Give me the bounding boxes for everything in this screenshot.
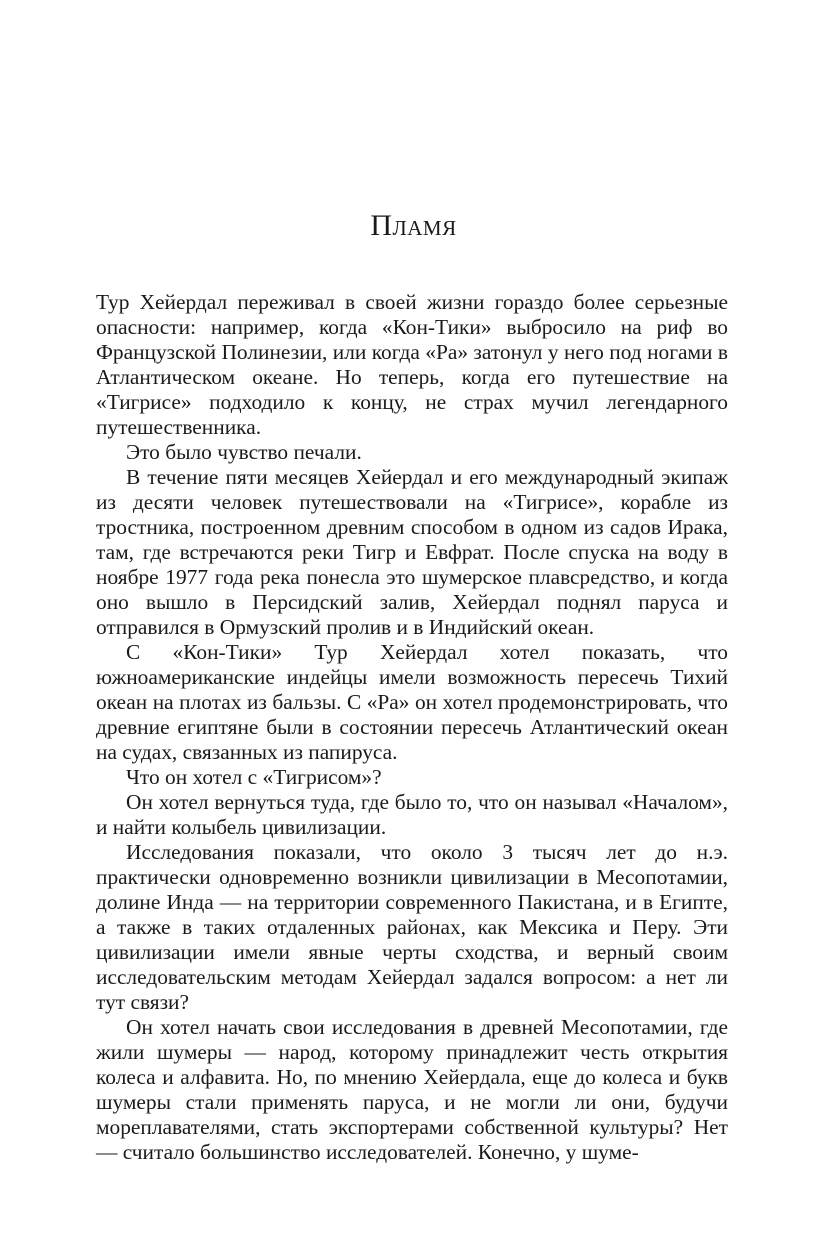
chapter-title: Пламя (370, 209, 457, 242)
paragraph-7: Исследования показали, что около 3 тысяч лет до н.э. практически одновременно возникли цивилизации в Месопотамии, долине Инда — на территории современного Пакистана, и в Египте, а также в таких отдаленных районах, как Мексика и Перу. Эти цивилизации имели явные черты сходства, и верный своим исследовательским методам Хейердал задался вопросом: а нет ли тут связи? (96, 840, 728, 1014)
paragraph-3: В течение пяти месяцев Хейердал и его международный экипаж из десяти человек путешествовали на «Тигрисе», корабле из тростника, построенном древним способом в одном из садов Ирака, там, где встречаются реки Тигр и Евфрат. После спуска на воду в ноябре 1977 года река понесла это шумерское плавсредство, и когда оно вышло в Персидский залив, Хейердал поднял паруса и отправился в Ормузский пролив и в Индийский океан. (96, 465, 728, 639)
paragraph-1: Тур Хейердал переживал в своей жизни гораздо более серьезные опасности: например, когда «Кон-Тики» выбросило на риф во Французской Полинезии, или когда «Ра» затонул у него под ногами в Атлантическом океане. Но теперь, когда его путешествие на «Тигрисе» подходило к концу, не страх мучил легендарного путешественника. (96, 290, 728, 439)
paragraph-5: Что он хотел с «Тигрисом»? (126, 765, 382, 789)
paragraph-6: Он хотел вернуться туда, где было то, что он называл «Началом», и найти колыбель цивилизации. (96, 790, 728, 839)
paragraph-4: С «Кон-Тики» Тур Хейердал хотел показать, что южноамериканские индейцы имели возможность пересечь Тихий океан на плотах из бальзы. С «Ра» он хотел продемонстрировать, что древние египтяне были в состоянии пересечь Атлантический океан на судах, связанных из папируса. (96, 640, 728, 764)
paragraph-2: Это было чувство печали. (126, 440, 362, 464)
paragraph-8: Он хотел начать свои исследования в древней Месопотамии, где жили шумеры — народ, которому принадлежит честь открытия колеса и алфавита. Но, по мнению Хейердала, еще до колеса и букв шумеры стали применять паруса, и не могли ли они, будучи мореплавателями, стать экспортерами собственной культуры? Нет — считало большинство исследователей. Конечно, у шуме- (96, 1015, 728, 1164)
body-text (96, 290, 728, 1165)
